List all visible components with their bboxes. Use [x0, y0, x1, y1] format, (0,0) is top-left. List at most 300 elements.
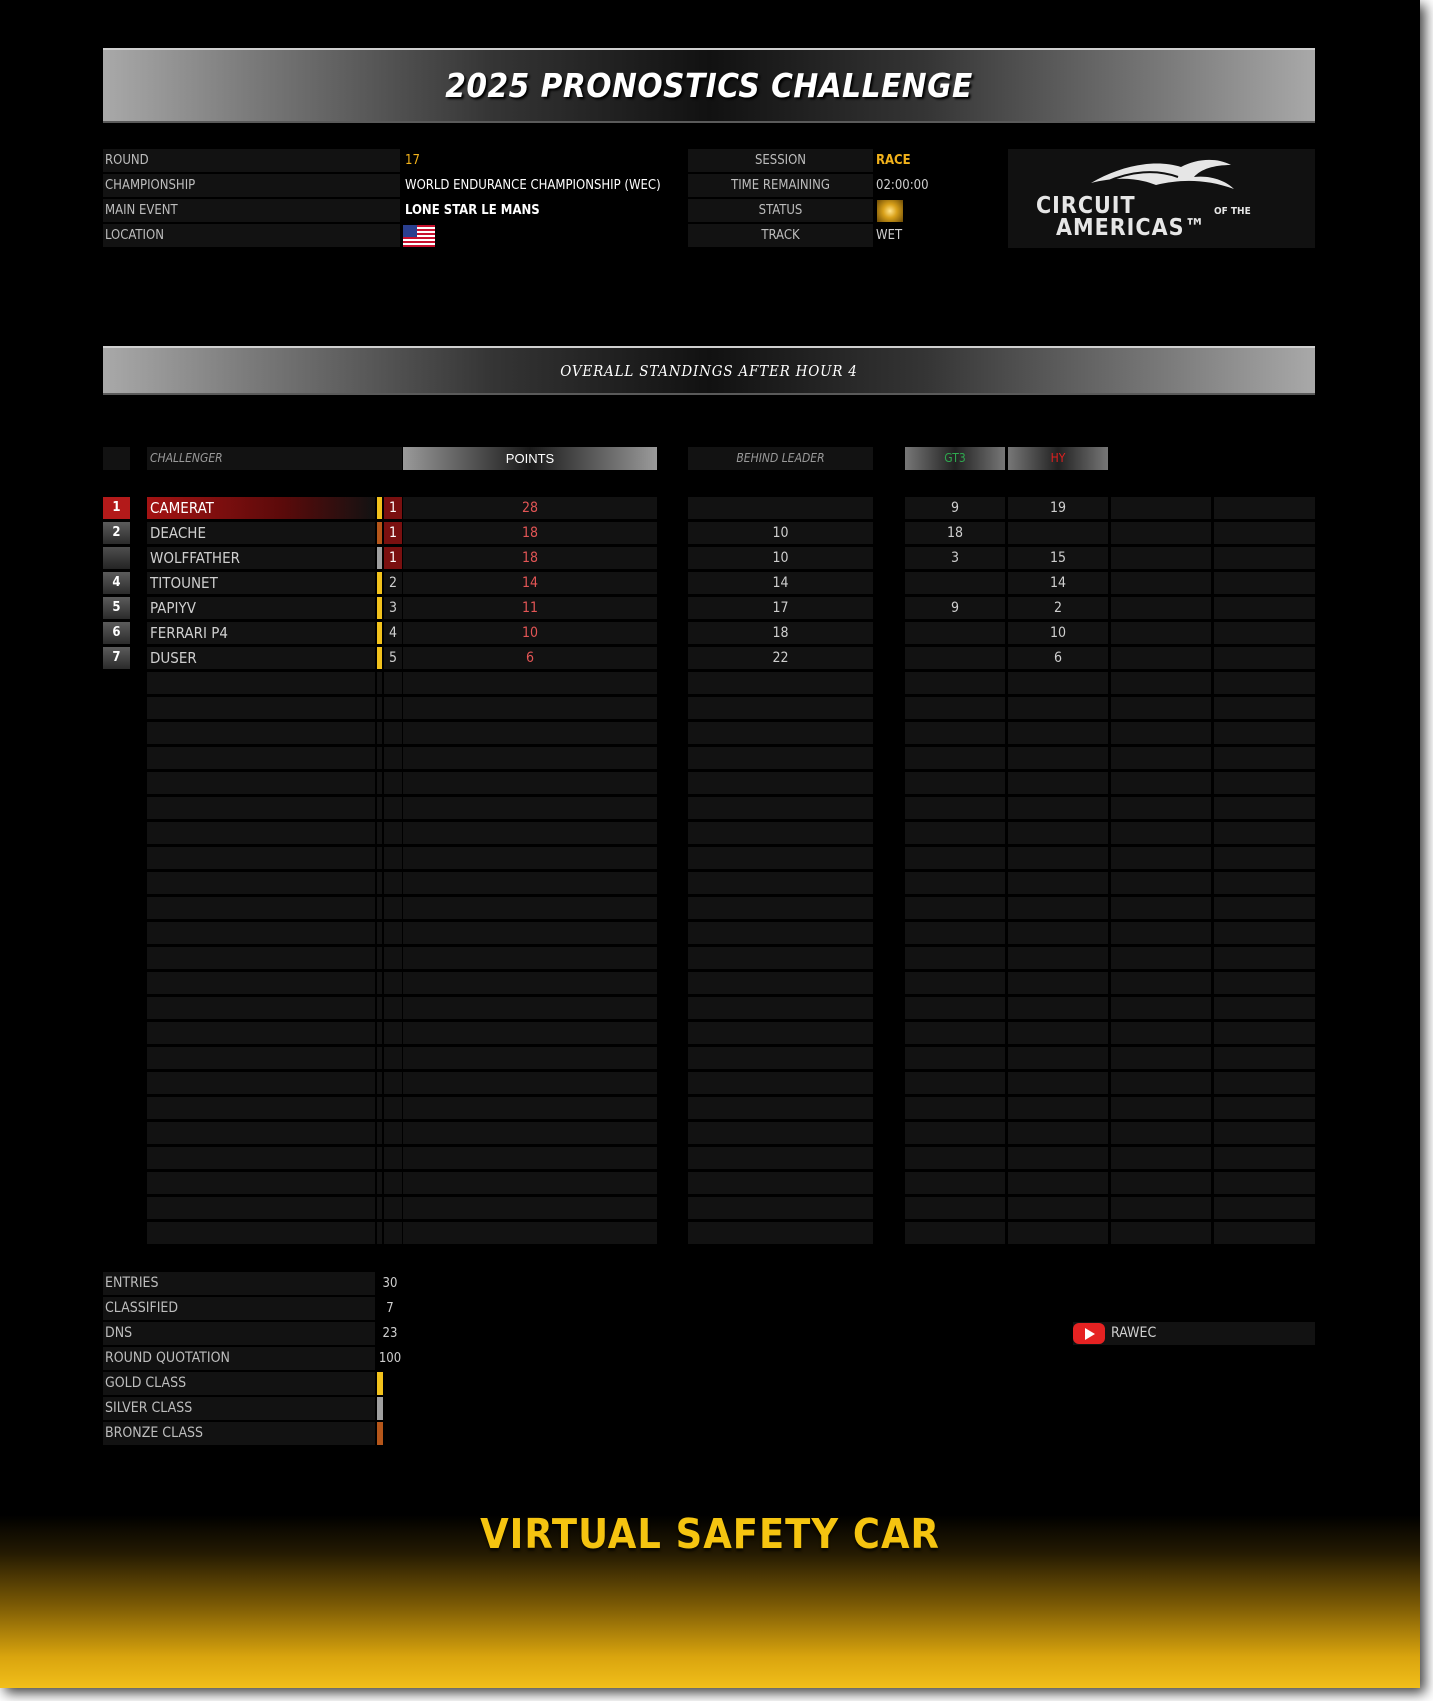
empty-rank-cell — [384, 847, 402, 869]
session-label: STATUS — [688, 199, 873, 222]
summary-label: ROUND QUOTATION — [103, 1347, 375, 1370]
empty-gt3-cell — [905, 847, 1005, 869]
class-rank: 3 — [384, 597, 402, 619]
empty-points-cell — [403, 847, 657, 869]
empty-rank-cell — [384, 797, 402, 819]
empty-class-cell — [377, 1122, 382, 1144]
empty-gt3-cell — [905, 747, 1005, 769]
empty-name-cell — [147, 697, 375, 719]
empty-class-cell — [377, 1022, 382, 1044]
empty-hy-cell — [1008, 797, 1108, 819]
empty-class-cell — [377, 697, 382, 719]
empty-hy-cell — [1008, 897, 1108, 919]
summary-label: CLASSIFIED — [103, 1297, 375, 1320]
extra-cell — [1214, 947, 1315, 969]
extra-cell — [1214, 1147, 1315, 1169]
empty-behind-cell — [688, 672, 873, 694]
empty-points-cell — [403, 1072, 657, 1094]
empty-behind-cell — [688, 822, 873, 844]
extra-cell — [1214, 647, 1315, 669]
empty-hy-cell — [1008, 1047, 1108, 1069]
empty-name-cell — [147, 872, 375, 894]
session-value: WET — [876, 228, 903, 243]
logo-line1: CIRCUIT — [1036, 193, 1136, 219]
empty-rank-cell — [384, 1147, 402, 1169]
extra-cell — [1111, 597, 1211, 619]
behind-leader-value: 18 — [688, 622, 873, 644]
extra-cell — [1214, 1072, 1315, 1094]
empty-hy-cell — [1008, 1172, 1108, 1194]
empty-behind-cell — [688, 922, 873, 944]
empty-rank-cell — [384, 872, 402, 894]
extra-cell — [1111, 672, 1211, 694]
gt3-value — [905, 647, 1005, 669]
extra-cell — [1214, 797, 1315, 819]
empty-behind-cell — [688, 1047, 873, 1069]
behind-leader-value: 10 — [688, 522, 873, 544]
empty-rank-cell — [384, 1172, 402, 1194]
extra-cell — [1111, 1072, 1211, 1094]
empty-points-cell — [403, 947, 657, 969]
empty-gt3-cell — [905, 697, 1005, 719]
empty-name-cell — [147, 1097, 375, 1119]
empty-rank-cell — [384, 1097, 402, 1119]
points-value: 11 — [403, 597, 657, 619]
empty-hy-cell — [1008, 997, 1108, 1019]
gold-class-swatch — [377, 1372, 383, 1395]
gt3-value — [905, 622, 1005, 644]
empty-class-cell — [377, 1047, 382, 1069]
position-badge: 4 — [103, 572, 130, 594]
points-value: 18 — [403, 547, 657, 569]
position-badge: 1 — [103, 497, 130, 519]
challenger-name: FERRARI P4 — [147, 622, 375, 644]
empty-rank-cell — [384, 922, 402, 944]
empty-class-cell — [377, 822, 382, 844]
session-value: 02:00:00 — [876, 178, 929, 193]
challenger-name: TITOUNET — [147, 572, 375, 594]
position-badge: 6 — [103, 622, 130, 644]
extra-cell — [1111, 522, 1211, 544]
empty-hy-cell — [1008, 1072, 1108, 1094]
pos-header — [103, 447, 130, 470]
info-value: WORLD ENDURANCE CHAMPIONSHIP (WEC) — [405, 178, 661, 193]
empty-rank-cell — [384, 1197, 402, 1219]
empty-gt3-cell — [905, 1172, 1005, 1194]
extra-cell — [1214, 697, 1315, 719]
challenger-name: WOLFFATHER — [147, 547, 375, 569]
empty-hy-cell — [1008, 1222, 1108, 1244]
empty-name-cell — [147, 1222, 375, 1244]
empty-class-cell — [377, 872, 382, 894]
empty-gt3-cell — [905, 1222, 1005, 1244]
hy-value — [1008, 522, 1108, 544]
empty-behind-cell — [688, 1122, 873, 1144]
hy-value: 2 — [1008, 597, 1108, 619]
extra-cell — [1214, 747, 1315, 769]
empty-gt3-cell — [905, 1197, 1005, 1219]
extra-cell — [1111, 797, 1211, 819]
extra-cell — [1111, 997, 1211, 1019]
usa-flag-icon — [403, 225, 435, 247]
empty-rank-cell — [384, 1222, 402, 1244]
summary-label: GOLD CLASS — [103, 1372, 375, 1395]
position-badge: 5 — [103, 597, 130, 619]
empty-name-cell — [147, 997, 375, 1019]
empty-name-cell — [147, 747, 375, 769]
class-indicator — [377, 647, 382, 669]
empty-name-cell — [147, 772, 375, 794]
extra-cell — [1111, 947, 1211, 969]
empty-hy-cell — [1008, 672, 1108, 694]
position-badge: 7 — [103, 647, 130, 669]
empty-class-cell — [377, 972, 382, 994]
extra-cell — [1111, 547, 1211, 569]
empty-behind-cell — [688, 797, 873, 819]
points-value: 14 — [403, 572, 657, 594]
empty-name-cell — [147, 797, 375, 819]
extra-cell — [1111, 722, 1211, 744]
empty-points-cell — [403, 1047, 657, 1069]
extra-cell — [1111, 1197, 1211, 1219]
empty-name-cell — [147, 1197, 375, 1219]
empty-behind-cell — [688, 1147, 873, 1169]
empty-points-cell — [403, 972, 657, 994]
empty-rank-cell — [384, 822, 402, 844]
empty-behind-cell — [688, 1222, 873, 1244]
position-badge — [103, 547, 130, 569]
empty-gt3-cell — [905, 922, 1005, 944]
empty-points-cell — [403, 797, 657, 819]
empty-class-cell — [377, 797, 382, 819]
extra-cell — [1214, 1197, 1315, 1219]
empty-name-cell — [147, 1047, 375, 1069]
empty-gt3-cell — [905, 1097, 1005, 1119]
summary-value: 30 — [382, 1276, 398, 1291]
challenger-name: CAMERAT — [147, 497, 375, 519]
hy-value: 15 — [1008, 547, 1108, 569]
session-value: RACE — [876, 153, 911, 168]
empty-behind-cell — [688, 997, 873, 1019]
session-label: TRACK — [688, 224, 873, 247]
youtube-icon[interactable] — [1073, 1323, 1105, 1344]
empty-behind-cell — [688, 1197, 873, 1219]
extra-cell — [1214, 872, 1315, 894]
status-light-icon — [877, 200, 903, 222]
empty-name-cell — [147, 1072, 375, 1094]
empty-rank-cell — [384, 697, 402, 719]
summary-label: ENTRIES — [103, 1272, 375, 1295]
class-indicator — [377, 522, 382, 544]
info-value: 17 — [405, 153, 420, 168]
empty-gt3-cell — [905, 722, 1005, 744]
hy-value: 19 — [1008, 497, 1108, 519]
empty-points-cell — [403, 1172, 657, 1194]
class-rank: 1 — [384, 547, 402, 569]
empty-points-cell — [403, 772, 657, 794]
behind-leader-value: 17 — [688, 597, 873, 619]
standings-banner — [103, 346, 1315, 395]
summary-value: 7 — [386, 1301, 394, 1316]
extra-cell — [1111, 1172, 1211, 1194]
empty-behind-cell — [688, 1172, 873, 1194]
empty-hy-cell — [1008, 1097, 1108, 1119]
extra-cell — [1111, 1097, 1211, 1119]
empty-gt3-cell — [905, 797, 1005, 819]
hy-header: HY — [1008, 447, 1108, 470]
extra-cell — [1111, 1022, 1211, 1044]
empty-class-cell — [377, 947, 382, 969]
empty-hy-cell — [1008, 772, 1108, 794]
title-banner — [103, 48, 1315, 123]
footer-title: VIRTUAL SAFETY CAR — [480, 1510, 940, 1558]
empty-hy-cell — [1008, 822, 1108, 844]
empty-hy-cell — [1008, 747, 1108, 769]
hy-value: 6 — [1008, 647, 1108, 669]
challenger-header: CHALLENGER — [147, 447, 402, 470]
empty-hy-cell — [1008, 847, 1108, 869]
empty-gt3-cell — [905, 772, 1005, 794]
extra-cell — [1214, 897, 1315, 919]
gt3-header: GT3 — [905, 447, 1005, 470]
points-value: 6 — [403, 647, 657, 669]
summary-label: SILVER CLASS — [103, 1397, 375, 1420]
extra-cell — [1111, 697, 1211, 719]
info-label: CHAMPIONSHIP — [103, 174, 400, 197]
extra-cell — [1214, 1097, 1315, 1119]
empty-gt3-cell — [905, 1122, 1005, 1144]
empty-points-cell — [403, 1022, 657, 1044]
behind-leader-value — [688, 497, 873, 519]
points-value: 10 — [403, 622, 657, 644]
extra-cell — [1214, 522, 1315, 544]
empty-hy-cell — [1008, 722, 1108, 744]
empty-gt3-cell — [905, 1147, 1005, 1169]
empty-hy-cell — [1008, 1122, 1108, 1144]
behind-leader-header: BEHIND LEADER — [688, 447, 873, 470]
empty-points-cell — [403, 697, 657, 719]
gt3-value: 9 — [905, 497, 1005, 519]
empty-class-cell — [377, 997, 382, 1019]
behind-leader-value: 14 — [688, 572, 873, 594]
empty-behind-cell — [688, 1022, 873, 1044]
empty-behind-cell — [688, 772, 873, 794]
challenger-name: PAPIYV — [147, 597, 375, 619]
empty-rank-cell — [384, 747, 402, 769]
summary-label: DNS — [103, 1322, 375, 1345]
gt3-value: 3 — [905, 547, 1005, 569]
empty-rank-cell — [384, 947, 402, 969]
empty-class-cell — [377, 1172, 382, 1194]
extra-cell — [1111, 1047, 1211, 1069]
empty-rank-cell — [384, 1072, 402, 1094]
empty-behind-cell — [688, 972, 873, 994]
empty-points-cell — [403, 1222, 657, 1244]
empty-gt3-cell — [905, 897, 1005, 919]
empty-name-cell — [147, 897, 375, 919]
empty-hy-cell — [1008, 872, 1108, 894]
empty-class-cell — [377, 1197, 382, 1219]
empty-name-cell — [147, 847, 375, 869]
empty-points-cell — [403, 1147, 657, 1169]
empty-points-cell — [403, 997, 657, 1019]
empty-class-cell — [377, 922, 382, 944]
empty-class-cell — [377, 897, 382, 919]
empty-class-cell — [377, 747, 382, 769]
empty-class-cell — [377, 1072, 382, 1094]
empty-behind-cell — [688, 872, 873, 894]
empty-points-cell — [403, 1097, 657, 1119]
extra-cell — [1111, 872, 1211, 894]
standings-title: OVERALL STANDINGS AFTER HOUR 4 — [560, 361, 858, 380]
empty-class-cell — [377, 722, 382, 744]
extra-cell — [1214, 722, 1315, 744]
empty-points-cell — [403, 1197, 657, 1219]
extra-cell — [1214, 997, 1315, 1019]
empty-hy-cell — [1008, 972, 1108, 994]
empty-behind-cell — [688, 697, 873, 719]
empty-rank-cell — [384, 1122, 402, 1144]
extra-cell — [1111, 1222, 1211, 1244]
empty-gt3-cell — [905, 997, 1005, 1019]
challenger-name: DEACHE — [147, 522, 375, 544]
track-logo — [1008, 149, 1315, 248]
empty-rank-cell — [384, 672, 402, 694]
extra-cell — [1111, 1122, 1211, 1144]
empty-gt3-cell — [905, 1047, 1005, 1069]
empty-rank-cell — [384, 1022, 402, 1044]
empty-rank-cell — [384, 772, 402, 794]
extra-cell — [1111, 772, 1211, 794]
behind-leader-value: 22 — [688, 647, 873, 669]
extra-cell — [1214, 822, 1315, 844]
hy-value: 10 — [1008, 622, 1108, 644]
empty-name-cell — [147, 1172, 375, 1194]
channel-label[interactable]: RAWEC — [1111, 1325, 1157, 1341]
empty-points-cell — [403, 1122, 657, 1144]
extra-cell — [1111, 847, 1211, 869]
summary-label: BRONZE CLASS — [103, 1422, 375, 1445]
extra-cell — [1214, 672, 1315, 694]
empty-points-cell — [403, 822, 657, 844]
extra-cell — [1111, 572, 1211, 594]
empty-gt3-cell — [905, 822, 1005, 844]
extra-cell — [1111, 922, 1211, 944]
empty-name-cell — [147, 947, 375, 969]
empty-class-cell — [377, 772, 382, 794]
info-label: MAIN EVENT — [103, 199, 400, 222]
empty-points-cell — [403, 722, 657, 744]
empty-gt3-cell — [905, 872, 1005, 894]
empty-behind-cell — [688, 747, 873, 769]
class-rank: 1 — [384, 522, 402, 544]
extra-cell — [1214, 1122, 1315, 1144]
extra-cell — [1214, 497, 1315, 519]
logo-line2: AMERICAS™ — [1056, 215, 1207, 241]
extra-cell — [1214, 922, 1315, 944]
extra-cell — [1214, 772, 1315, 794]
silver-class-swatch — [377, 1397, 383, 1420]
points-header: POINTS — [403, 447, 657, 470]
channel-box — [1073, 1322, 1315, 1345]
info-label: LOCATION — [103, 224, 400, 247]
empty-class-cell — [377, 1097, 382, 1119]
empty-rank-cell — [384, 972, 402, 994]
empty-points-cell — [403, 747, 657, 769]
empty-name-cell — [147, 1147, 375, 1169]
empty-behind-cell — [688, 722, 873, 744]
empty-gt3-cell — [905, 672, 1005, 694]
empty-points-cell — [403, 872, 657, 894]
extra-cell — [1214, 622, 1315, 644]
points-value: 28 — [403, 497, 657, 519]
extra-cell — [1214, 597, 1315, 619]
empty-class-cell — [377, 1147, 382, 1169]
extra-cell — [1214, 847, 1315, 869]
empty-hy-cell — [1008, 947, 1108, 969]
page-title: 2025 PRONOSTICS CHALLENGE — [445, 66, 973, 105]
extra-cell — [1214, 1022, 1315, 1044]
class-indicator — [377, 497, 382, 519]
extra-cell — [1214, 972, 1315, 994]
position-badge: 2 — [103, 522, 130, 544]
empty-hy-cell — [1008, 1197, 1108, 1219]
empty-name-cell — [147, 1122, 375, 1144]
extra-cell — [1214, 1047, 1315, 1069]
empty-points-cell — [403, 897, 657, 919]
empty-behind-cell — [688, 1097, 873, 1119]
session-label: SESSION — [688, 149, 873, 172]
extra-cell — [1214, 572, 1315, 594]
empty-class-cell — [377, 672, 382, 694]
extra-cell — [1111, 647, 1211, 669]
hy-value: 14 — [1008, 572, 1108, 594]
empty-rank-cell — [384, 997, 402, 1019]
extra-cell — [1111, 497, 1211, 519]
info-label: ROUND — [103, 149, 400, 172]
class-indicator — [377, 622, 382, 644]
bronze-class-swatch — [377, 1422, 383, 1445]
extra-cell — [1214, 547, 1315, 569]
empty-rank-cell — [384, 897, 402, 919]
empty-class-cell — [377, 1222, 382, 1244]
empty-gt3-cell — [905, 947, 1005, 969]
empty-name-cell — [147, 1022, 375, 1044]
empty-hy-cell — [1008, 1022, 1108, 1044]
empty-name-cell — [147, 972, 375, 994]
class-rank: 4 — [384, 622, 402, 644]
info-value — [403, 224, 683, 247]
empty-behind-cell — [688, 1072, 873, 1094]
empty-name-cell — [147, 922, 375, 944]
logo-line1-suffix: OF THE — [1214, 206, 1251, 217]
class-rank: 2 — [384, 572, 402, 594]
empty-behind-cell — [688, 847, 873, 869]
empty-hy-cell — [1008, 697, 1108, 719]
gt3-value: 9 — [905, 597, 1005, 619]
empty-points-cell — [403, 922, 657, 944]
class-rank: 5 — [384, 647, 402, 669]
empty-name-cell — [147, 672, 375, 694]
empty-gt3-cell — [905, 1022, 1005, 1044]
class-indicator — [377, 547, 382, 569]
empty-hy-cell — [1008, 922, 1108, 944]
empty-hy-cell — [1008, 1147, 1108, 1169]
empty-class-cell — [377, 847, 382, 869]
extra-cell — [1111, 897, 1211, 919]
behind-leader-value: 10 — [688, 547, 873, 569]
extra-cell — [1214, 1172, 1315, 1194]
